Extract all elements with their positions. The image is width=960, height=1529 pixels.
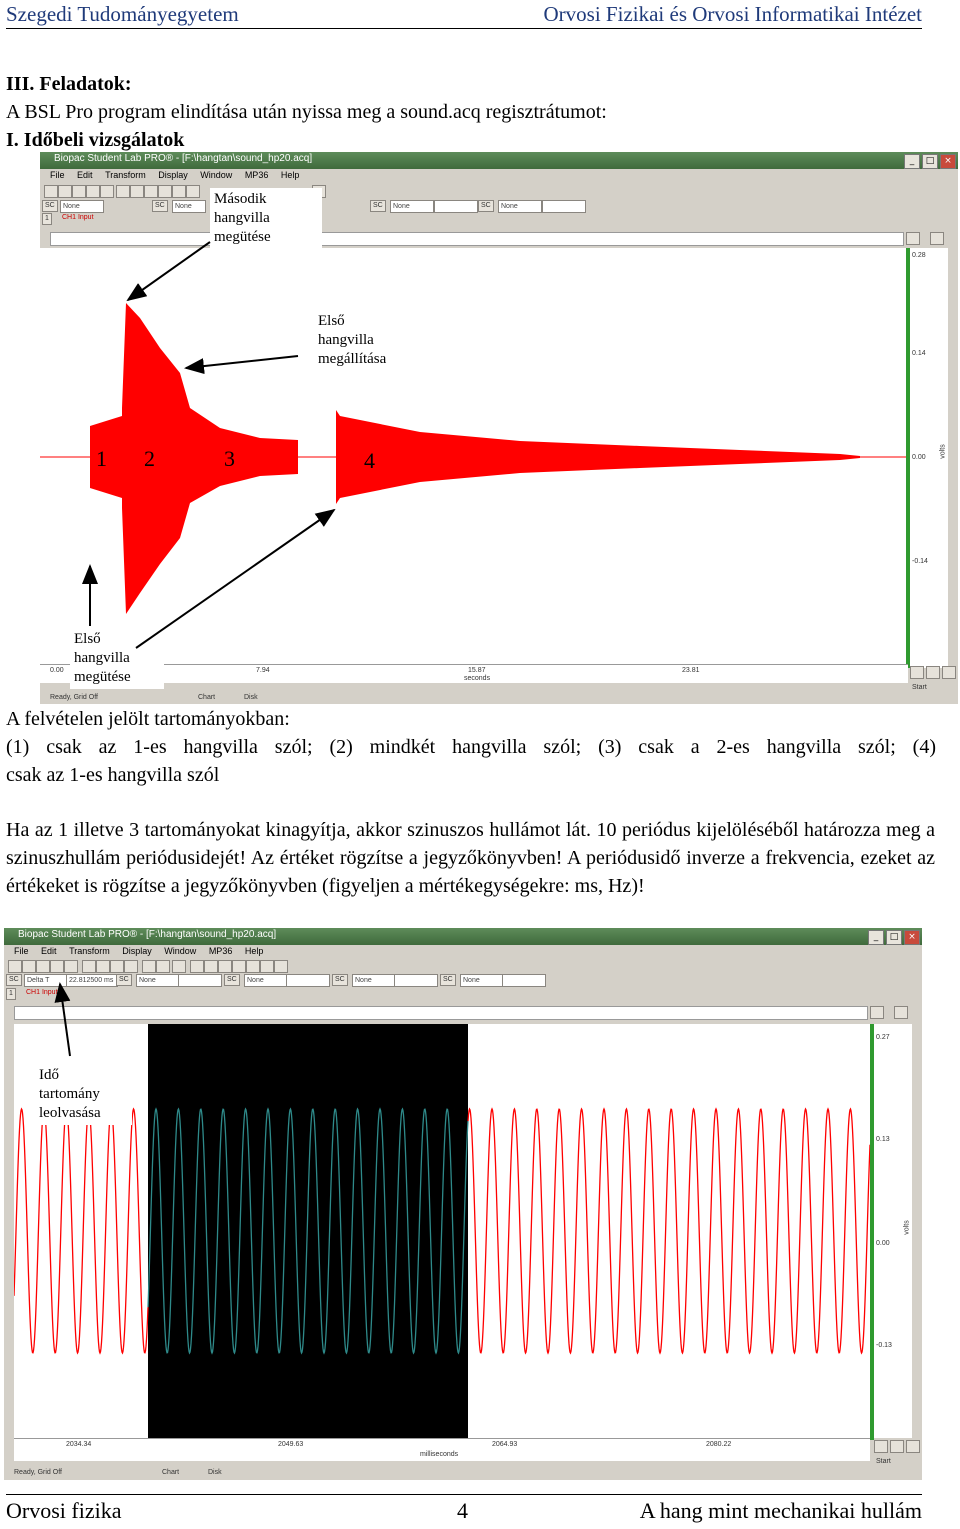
menu-file[interactable]: File [50, 170, 65, 180]
x-tick: 0.00 [50, 667, 64, 674]
measurement-select[interactable]: None [60, 200, 104, 213]
x-tick: 2034.34 [66, 1441, 92, 1448]
menu-window[interactable]: Window [200, 170, 233, 180]
sc-tag[interactable]: SC [6, 974, 22, 986]
segment-label-1: 1 [96, 446, 107, 471]
y-tick: 0.28 [912, 252, 926, 259]
x-tick: 2064.93 [492, 1441, 518, 1448]
y-tick: 0.13 [876, 1136, 890, 1143]
channel-label: CH1 Input [62, 214, 94, 221]
status-text: Ready, Grid Off [14, 1469, 62, 1476]
menu-display[interactable]: Display [122, 946, 152, 956]
screenshot-window-2 [4, 928, 922, 1480]
channel-row: 1 CH1 Input [4, 988, 922, 1000]
start-button[interactable]: Start [912, 684, 927, 691]
maximize-icon[interactable]: □ [886, 930, 902, 945]
section-title: III. Feladatok: [6, 73, 132, 95]
footer-course: Orvosi fizika [6, 1498, 122, 1523]
measurement-select[interactable]: None [136, 974, 180, 987]
para1-line1: A felvételen jelölt tartományokban: [6, 708, 290, 730]
channel-row: 1 CH1 Input [40, 213, 958, 225]
window-title: Biopac Student Lab PRO® - [F:\hangtan\sound_hp20.acq] [18, 929, 277, 940]
x-tick: 15.87 [468, 667, 486, 674]
status-disk: Disk [244, 694, 258, 701]
label-time-reading: Idő tartomány leolvasása [36, 1064, 132, 1125]
status-text: Ready, Grid Off [50, 694, 98, 701]
menu-help[interactable]: Help [244, 946, 264, 956]
para1-line3: csak az 1-es hangvilla szól [6, 764, 220, 786]
para1-line2: (1) csak az 1-es hangvilla szól; (2) mindkét hangvilla szól; (3) csak a 2-es hangvilla szól; (4) [6, 736, 936, 758]
x-tick: 23.81 [682, 667, 700, 674]
menu-transform[interactable]: Transform [105, 170, 146, 180]
para2: Ha az 1 illetve 3 tartományokat kinagyítja, akkor szinuszos hullámot lát. 10 periódus kijelöléséből határozza meg a szinuszhullám periódusidejét! Az értéket rögzítse a jegyzőkönyvben! A periódusidő inverze a frekvencia, ezeket az értékeket is rögzítse a jegyzőkönyvben (figyeljen a mértékegységekre: ms, Hz)! [6, 819, 935, 897]
x-unit: milliseconds [420, 1451, 459, 1458]
sc-tag[interactable]: SC [478, 200, 494, 212]
label-second-strike: Második hangvilla megütése [210, 188, 322, 249]
section-subtitle: I. Időbeli vizsgálatok [6, 129, 185, 151]
status-chart: Chart [162, 1469, 180, 1476]
page-footer [6, 1494, 922, 1529]
menu-file[interactable]: File [14, 946, 29, 956]
segment-label-4: 4 [364, 448, 375, 473]
label-first-stop: Első hangvilla megállítása [314, 310, 422, 371]
close-icon[interactable]: × [904, 930, 920, 945]
segment-label-3: 3 [224, 446, 235, 471]
menu-mp36[interactable]: MP36 [244, 170, 269, 180]
window-title: Biopac Student Lab PRO® - [F:\hangtan\sound_hp20.acq] [54, 153, 313, 164]
menu-window[interactable]: Window [164, 946, 197, 956]
page-number: 4 [457, 1498, 468, 1523]
sc-tag[interactable]: SC [152, 200, 168, 212]
menu-edit[interactable]: Edit [77, 170, 93, 180]
minimize-icon[interactable]: _ [904, 154, 920, 169]
menu-display[interactable]: Display [158, 170, 188, 180]
y-tick: -0.14 [912, 558, 928, 565]
x-unit: seconds [464, 675, 491, 682]
footer-topic: A hang mint mechanikai hullám [639, 1498, 922, 1523]
y-tick: -0.13 [876, 1342, 892, 1349]
page-header [6, 0, 922, 29]
status-chart: Chart [198, 694, 216, 701]
sc-tag[interactable]: SC [42, 200, 58, 212]
sc-tag[interactable]: SC [332, 974, 348, 986]
annotation-arrows-2 [4, 928, 922, 1480]
x-tick: 7.94 [256, 667, 270, 674]
menu-help[interactable]: Help [280, 170, 300, 180]
delta-t-select[interactable]: Delta T [24, 974, 68, 987]
measurement-select[interactable]: None [390, 200, 434, 213]
menu-edit[interactable]: Edit [41, 946, 57, 956]
measurement-select[interactable]: None [498, 200, 542, 213]
menu-mp36[interactable]: MP36 [208, 946, 233, 956]
sc-tag[interactable]: SC [440, 974, 456, 986]
measurement-select[interactable]: None [244, 974, 288, 987]
sc-tag[interactable]: SC [116, 974, 132, 986]
x-tick: 2080.22 [706, 1441, 732, 1448]
maximize-icon[interactable]: □ [922, 154, 938, 169]
header-institute: Orvosi Fizikai és Orvosi Informatikai Intézet [543, 2, 922, 26]
delta-t-value: 22.812500 ms [66, 974, 118, 987]
segment-label-2: 2 [144, 446, 155, 471]
measurement-select[interactable]: None [352, 974, 396, 987]
start-button[interactable]: Start [876, 1458, 891, 1465]
y-tick: 0.00 [876, 1240, 890, 1247]
y-tick: 0.27 [876, 1034, 890, 1041]
screenshot-window-1 [40, 152, 958, 704]
sc-tag[interactable]: SC [224, 974, 240, 986]
section-intro: A BSL Pro program elindítása után nyissa meg a sound.acq regisztrátumot: [6, 101, 607, 123]
y-tick: 0.00 [912, 454, 926, 461]
y-unit: volts [903, 1220, 911, 1235]
measurement-select[interactable]: None [172, 200, 206, 213]
x-tick: 2049.63 [278, 1441, 304, 1448]
close-icon[interactable]: × [940, 154, 956, 169]
sc-tag[interactable]: SC [370, 200, 386, 212]
header-university: Szegedi Tudományegyetem [6, 2, 239, 26]
menu-transform[interactable]: Transform [69, 946, 110, 956]
minimize-icon[interactable]: _ [868, 930, 884, 945]
channel-label: CH1 Input [26, 989, 58, 996]
label-first-strike: Első hangvilla megütése [70, 628, 164, 689]
y-tick: 0.14 [912, 350, 926, 357]
status-disk: Disk [208, 1469, 222, 1476]
measurement-select[interactable]: None [460, 974, 504, 987]
annotation-arrows [40, 152, 958, 704]
y-unit: volts [939, 444, 947, 459]
